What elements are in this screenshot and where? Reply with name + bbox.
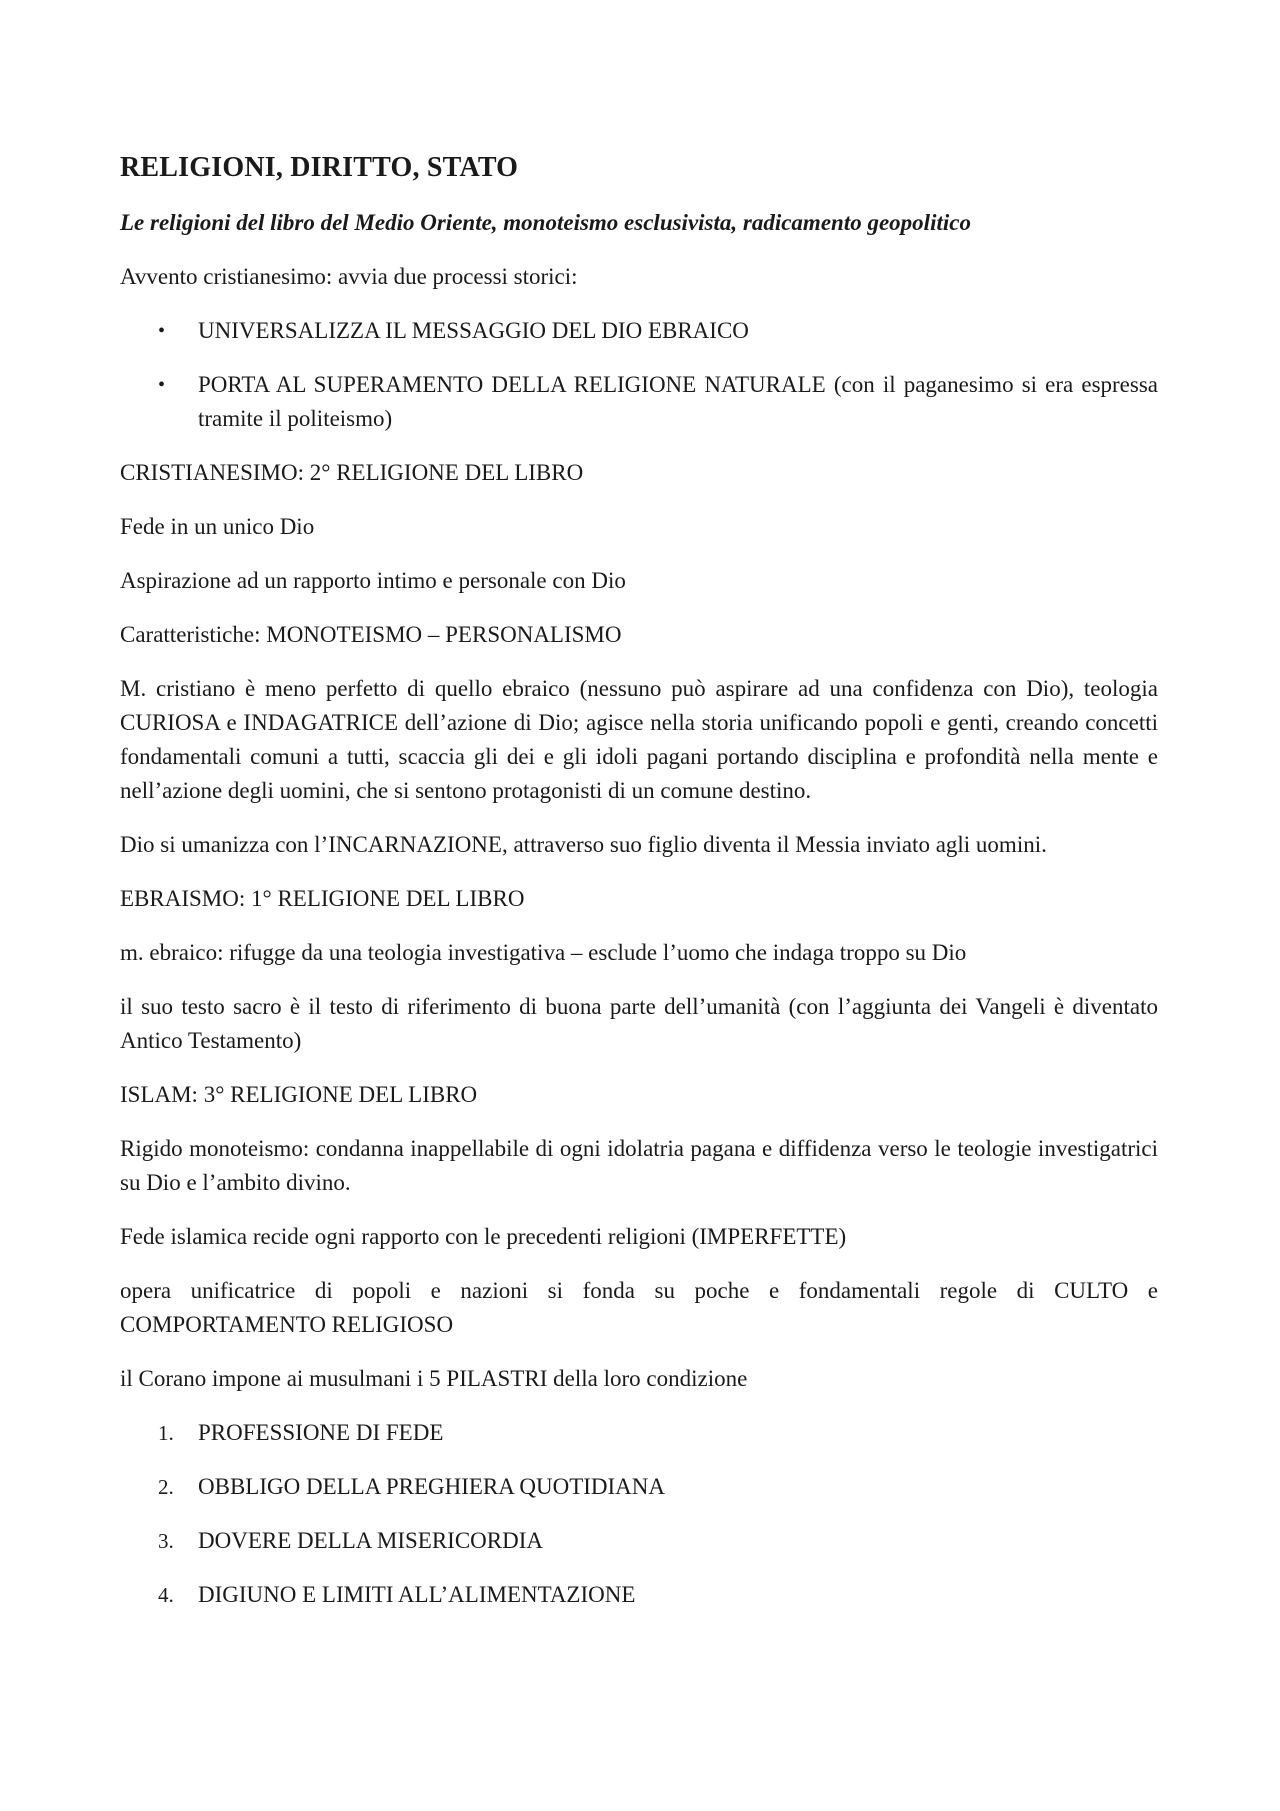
document-title: RELIGIONI, DIRITTO, STATO <box>120 152 519 183</box>
paragraph: opera unificatrice di popoli e nazioni si fonda su poche e fondamentali regole di CULTO e COMPORTAMENTO RELIGIOSO <box>120 1278 1158 1337</box>
pillar-item <box>120 1470 1158 1504</box>
bullet-text: PORTA AL SUPERAMENTO DELLA RELIGIONE NATURALE (con il paganesimo si era espressa tramite il politeismo) <box>198 372 1158 431</box>
pillar-item <box>120 1416 1158 1450</box>
paragraph: m. ebraico: rifugge da una teologia investigativa – esclude l’uomo che indaga troppo su Dio <box>120 940 967 965</box>
document-subtitle: Le religioni del libro del Medio Oriente, monoteismo esclusivista, radicamento geopolitico <box>120 210 971 235</box>
pillar-text: PROFESSIONE DI FEDE <box>198 1420 444 1445</box>
pillar-number: 2. <box>158 1475 174 1499</box>
bullet-text: UNIVERSALIZZA IL MESSAGGIO DEL DIO EBRAICO <box>198 318 749 343</box>
bullet-marker: • <box>158 374 166 396</box>
pillar-text: DIGIUNO E LIMITI ALL’ALIMENTAZIONE <box>198 1582 636 1607</box>
pillars-list <box>120 1416 1158 1612</box>
paragraph: Aspirazione ad un rapporto intimo e personale con Dio <box>120 568 626 593</box>
bullet-list <box>120 314 1158 436</box>
heading-cristianesimo: CRISTIANESIMO: 2° RELIGIONE DEL LIBRO <box>120 460 584 485</box>
intro-paragraph: Avvento cristianesimo: avvia due processi storici: <box>120 264 578 289</box>
paragraph: Fede islamica recide ogni rapporto con le precedenti religioni (IMPERFETTE) <box>120 1224 847 1249</box>
pillar-number: 4. <box>158 1583 174 1607</box>
paragraph: Fede in un unico Dio <box>120 514 315 539</box>
heading-islam: ISLAM: 3° RELIGIONE DEL LIBRO <box>120 1082 478 1107</box>
paragraph: il Corano impone ai musulmani i 5 PILASTRI della loro condizione <box>120 1366 748 1391</box>
pillar-item <box>120 1524 1158 1558</box>
paragraph: Dio si umanizza con l’INCARNAZIONE, attraverso suo figlio diventa il Messia inviato agli uomini. <box>120 832 1047 857</box>
bullet-item <box>120 314 1158 348</box>
bullet-marker: • <box>158 320 166 342</box>
heading-ebraismo: EBRAISMO: 1° RELIGIONE DEL LIBRO <box>120 886 525 911</box>
pillar-item <box>120 1578 1158 1612</box>
paragraph: Caratteristiche: MONOTEISMO – PERSONALISMO <box>120 622 622 647</box>
pillar-text: DOVERE DELLA MISERICORDIA <box>198 1528 543 1553</box>
pillar-number: 3. <box>158 1529 174 1553</box>
paragraph: M. cristiano è meno perfetto di quello ebraico (nessuno può aspirare ad una confidenza con Dio), teologia CURIOSA e INDAGATRICE dell’azione di Dio; agisce nella storia unificando popoli e genti, creando concetti fondamentali comuni a tutti, scaccia gli dei e gli idoli pagani portando disciplina e profondità nella mente e nell’azione degli uomini, che si sentono protagonisti di un comune destino. <box>120 676 1158 803</box>
paragraph: il suo testo sacro è il testo di riferimento di buona parte dell’umanità (con l’aggiunta dei Vangeli è diventato Antico Testamento) <box>120 994 1158 1053</box>
document-page <box>120 150 1158 1632</box>
bullet-item <box>120 368 1158 436</box>
paragraph: Rigido monoteismo: condanna inappellabile di ogni idolatria pagana e diffidenza verso le teologie investigatrici su Dio e l’ambito divino. <box>120 1136 1158 1195</box>
pillar-number: 1. <box>158 1421 174 1445</box>
pillar-text: OBBLIGO DELLA PREGHIERA QUOTIDIANA <box>198 1474 665 1499</box>
